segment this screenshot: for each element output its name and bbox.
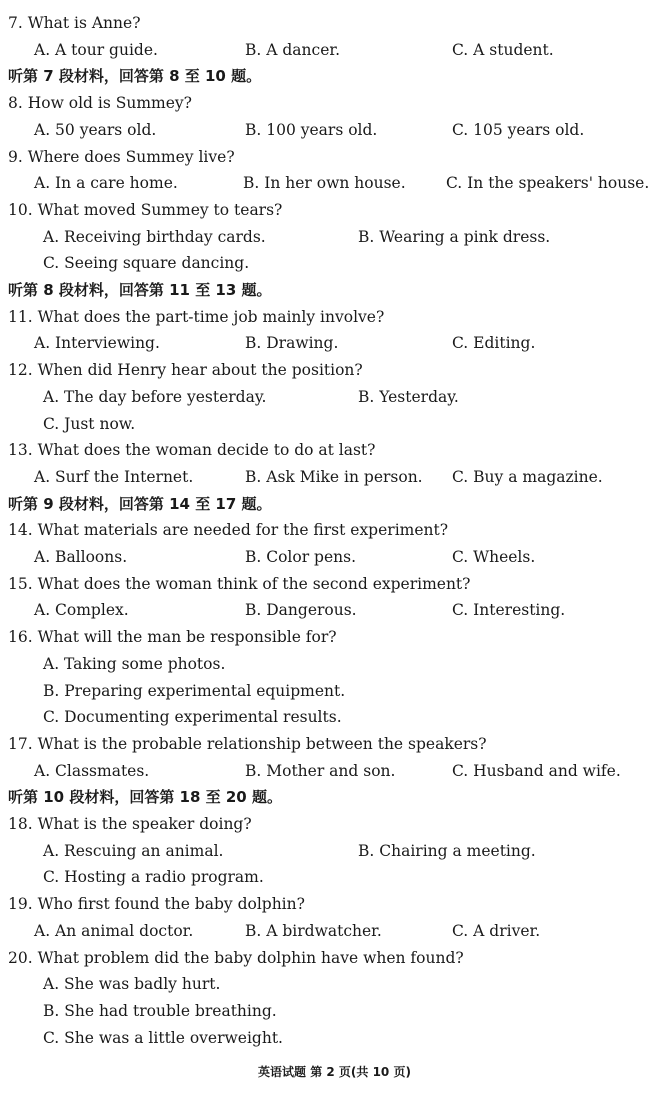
question-line [0, 891, 669, 917]
option-single: A. She was badly hurt. [43, 975, 221, 994]
question-text: 14. What materials are needed for the first experiment? [8, 521, 449, 540]
option-b: B. Dangerous. [245, 601, 357, 620]
section-instruction: 听第 9 段材料，回答第 14 至 17 题。 [8, 494, 272, 513]
option-row [0, 37, 669, 63]
question-text: 19. Who first found the baby dolphin? [8, 895, 305, 914]
option-a: A. Classmates. [34, 761, 150, 780]
option-a: A. Receiving birthday cards. [43, 227, 266, 246]
option-single: B. Preparing experimental equipment. [43, 681, 346, 700]
option-row [0, 651, 669, 677]
question-text: 12. When did Henry hear about the position? [8, 361, 363, 380]
option-row [0, 224, 669, 250]
question-text: 17. What is the probable relationship between the speakers? [8, 734, 487, 753]
option-row [0, 864, 669, 890]
question-text: 11. What does the part-time job mainly involve? [8, 307, 385, 326]
option-row [0, 411, 669, 437]
option-c: C. In the speakers' house. [446, 174, 650, 193]
option-b: B. 100 years old. [245, 120, 378, 139]
option-row [0, 704, 669, 730]
option-a: A. Balloons. [34, 548, 128, 566]
option-a: A. The day before yesterday. [43, 387, 267, 406]
question-line [0, 144, 669, 170]
option-c: C. Wheels. [452, 548, 536, 566]
option-row [0, 384, 669, 410]
option-single: B. She had trouble breathing. [43, 1001, 277, 1020]
question-text: 15. What does the woman think of the second experiment? [8, 574, 471, 593]
question-line [0, 731, 669, 757]
option-a: A. Surf the Internet. [34, 467, 194, 486]
option-c: C. Husband and wife. [452, 761, 621, 780]
option-a: A. Interviewing. [34, 334, 160, 353]
question-text: 8. How old is Summey? [8, 94, 192, 113]
question-text: 20. What problem did the baby dolphin have when found? [8, 948, 464, 967]
section-instruction-line [0, 63, 669, 89]
option-row [0, 838, 669, 864]
question-text: 16. What will the man be responsible for? [8, 628, 337, 647]
option-c: C. Interesting. [452, 601, 566, 620]
option-b: B. Wearing a pink dress. [358, 227, 551, 246]
question-text: 7. What is Anne? [8, 14, 141, 32]
option-single: C. Just now. [43, 414, 136, 433]
question-text: 18. What is the speaker doing? [8, 815, 252, 833]
option-c: C. A driver. [452, 921, 541, 940]
option-row [0, 678, 669, 704]
question-line [0, 357, 669, 383]
option-c: C. 105 years old. [452, 120, 585, 139]
option-c: C. Editing. [452, 334, 536, 353]
question-line [0, 811, 669, 837]
option-b: B. Chairing a meeting. [358, 841, 536, 860]
question-line [0, 624, 669, 650]
option-b: B. Mother and son. [245, 761, 396, 780]
section-instruction-line [0, 277, 669, 303]
option-a: A. Rescuing an animal. [43, 841, 224, 860]
option-b: B. Color pens. [245, 548, 357, 566]
option-a: A. A tour guide. [34, 40, 158, 59]
option-b: B. A dancer. [245, 40, 340, 59]
question-line [0, 945, 669, 971]
question-line [0, 517, 669, 543]
question-line [0, 90, 669, 116]
question-text: 9. Where does Summey live? [8, 147, 235, 166]
option-a: A. In a care home. [34, 174, 178, 193]
option-single: C. Hosting a radio program. [43, 868, 264, 887]
question-line [0, 10, 669, 36]
option-row [0, 117, 669, 143]
option-b: B. Drawing. [245, 334, 339, 353]
option-c: C. Buy a magazine. [452, 467, 603, 486]
option-b: B. Yesterday. [358, 387, 459, 406]
option-row [0, 250, 669, 276]
option-row [0, 170, 669, 196]
option-single: A. Taking some photos. [43, 654, 226, 673]
section-instruction-line [0, 491, 669, 517]
option-b: B. In her own house. [243, 174, 406, 193]
option-single: C. She was a little overweight. [43, 1028, 283, 1047]
option-row [0, 758, 669, 784]
option-row [0, 1025, 669, 1051]
option-row [0, 597, 669, 623]
question-line [0, 197, 669, 223]
section-instruction: 听第 8 段材料，回答第 11 至 13 题。 [8, 281, 272, 299]
option-a: A. Complex. [34, 601, 129, 620]
page-footer: 英语试题 第 2 页(共 10 页) [258, 1065, 411, 1079]
option-row [0, 971, 669, 997]
option-row [0, 998, 669, 1024]
option-single: C. Seeing square dancing. [43, 254, 250, 273]
question-line [0, 304, 669, 330]
option-row [0, 918, 669, 944]
option-row [0, 544, 669, 570]
option-single: C. Documenting experimental results. [43, 708, 342, 727]
question-line [0, 571, 669, 597]
question-text: 10. What moved Summey to tears? [8, 200, 283, 219]
option-b: B. Ask Mike in person. [245, 467, 423, 486]
section-instruction-line [0, 784, 669, 810]
option-b: B. A birdwatcher. [245, 921, 382, 940]
question-text: 13. What does the woman decide to do at last? [8, 441, 376, 460]
question-line [0, 437, 669, 463]
option-a: A. 50 years old. [34, 120, 157, 139]
option-row [0, 330, 669, 356]
section-instruction: 听第 7 段材料，回答第 8 至 10 题。 [8, 67, 262, 86]
option-a: A. An animal doctor. [34, 921, 194, 940]
option-row [0, 464, 669, 490]
section-instruction: 听第 10 段材料，回答第 18 至 20 题。 [8, 788, 282, 807]
option-c: C. A student. [452, 40, 554, 59]
